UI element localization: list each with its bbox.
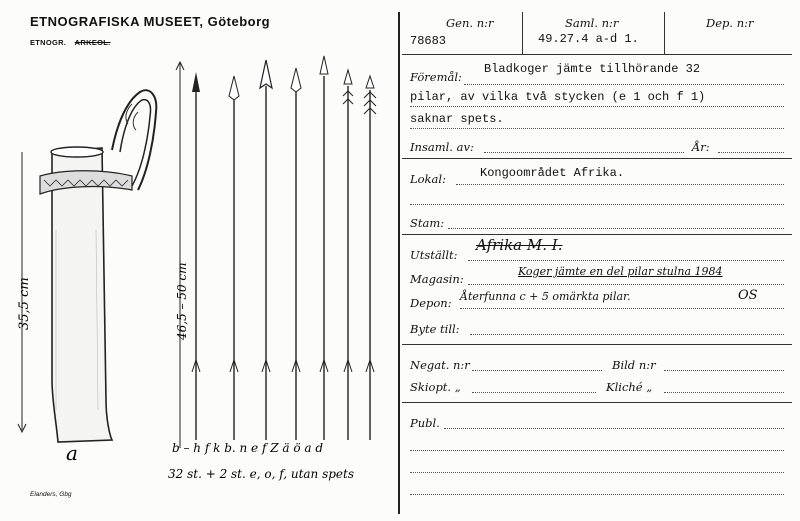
record-pane [402, 0, 792, 521]
negat-label: Negat. n:r [410, 358, 470, 372]
publ-label: Publ. [410, 416, 440, 430]
depon-label: Depon: [410, 296, 452, 310]
gen-number-label: Gen. n:r [446, 16, 494, 30]
arrow-2 [229, 76, 239, 440]
utstallt-value: Afrika M. I. [476, 236, 563, 254]
museum-title: ETNOGRAFISKA MUSEET, Göteborg [30, 14, 271, 29]
department-struck: ARKEOL. [74, 38, 111, 47]
quiver-height-note: 35,5 cm [17, 277, 32, 330]
bild-label: Bild n:r [612, 358, 656, 372]
quiver-body [52, 148, 112, 442]
gen-number-value: 78683 [410, 34, 447, 48]
foremal-label: Föremål: [410, 70, 462, 84]
lokal-label: Lokal: [410, 172, 446, 186]
dep-number-label: Dep. n:r [706, 16, 754, 30]
vertical-divider [398, 12, 400, 514]
printer-credit: Elanders, Gbg [30, 491, 72, 498]
ar-label: År: [692, 140, 710, 154]
kliche-label: Kliché „ [606, 380, 653, 394]
skiopt-label: Skiopt. „ [410, 380, 461, 394]
arrow-4 [291, 68, 301, 440]
arrow-length-note: 46,5 – 50 cm [175, 262, 189, 340]
foremal-line-2: pilar, av vilka två stycken (e 1 och f 1) [410, 90, 706, 104]
foremal-line-1: Bladkoger jämte tillhörande 32 [484, 62, 701, 76]
utstallt-label: Utställt: [410, 248, 458, 262]
arrow-count-note: 32 st. + 2 st. e, o, f, utan spets [168, 467, 355, 481]
depon-value: Återfunna c + 5 omärkta pilar. [460, 290, 631, 303]
arrow-1 [192, 72, 200, 440]
saml-number-value: 49.27.4 a-d 1. [538, 32, 639, 46]
quiver-arrows-drawing [0, 0, 398, 521]
drawing-pane [0, 0, 398, 521]
insaml-label: Insaml. av: [410, 140, 474, 154]
foremal-line-3: saknar spets. [410, 112, 504, 126]
arrow-letters: b – h f k b. n e f Z ä ö a d [172, 441, 324, 455]
magasin-value: Koger jämte en del pilar stulna 1984 [518, 265, 723, 278]
arrow-6 [343, 70, 353, 440]
magasin-label: Magasin: [410, 272, 464, 286]
quiver-letter: a [66, 441, 78, 465]
arrow-5 [320, 56, 328, 440]
arrow-7 [364, 76, 376, 440]
depon-initials: OS [738, 288, 758, 303]
saml-number-label: Saml. n:r [565, 16, 619, 30]
arrow-3 [260, 60, 272, 440]
department-label: ETNOGR. [30, 38, 67, 47]
byte-label: Byte till: [410, 322, 460, 336]
lokal-value: Kongoområdet Afrika. [480, 166, 625, 180]
stam-label: Stam: [410, 216, 445, 230]
